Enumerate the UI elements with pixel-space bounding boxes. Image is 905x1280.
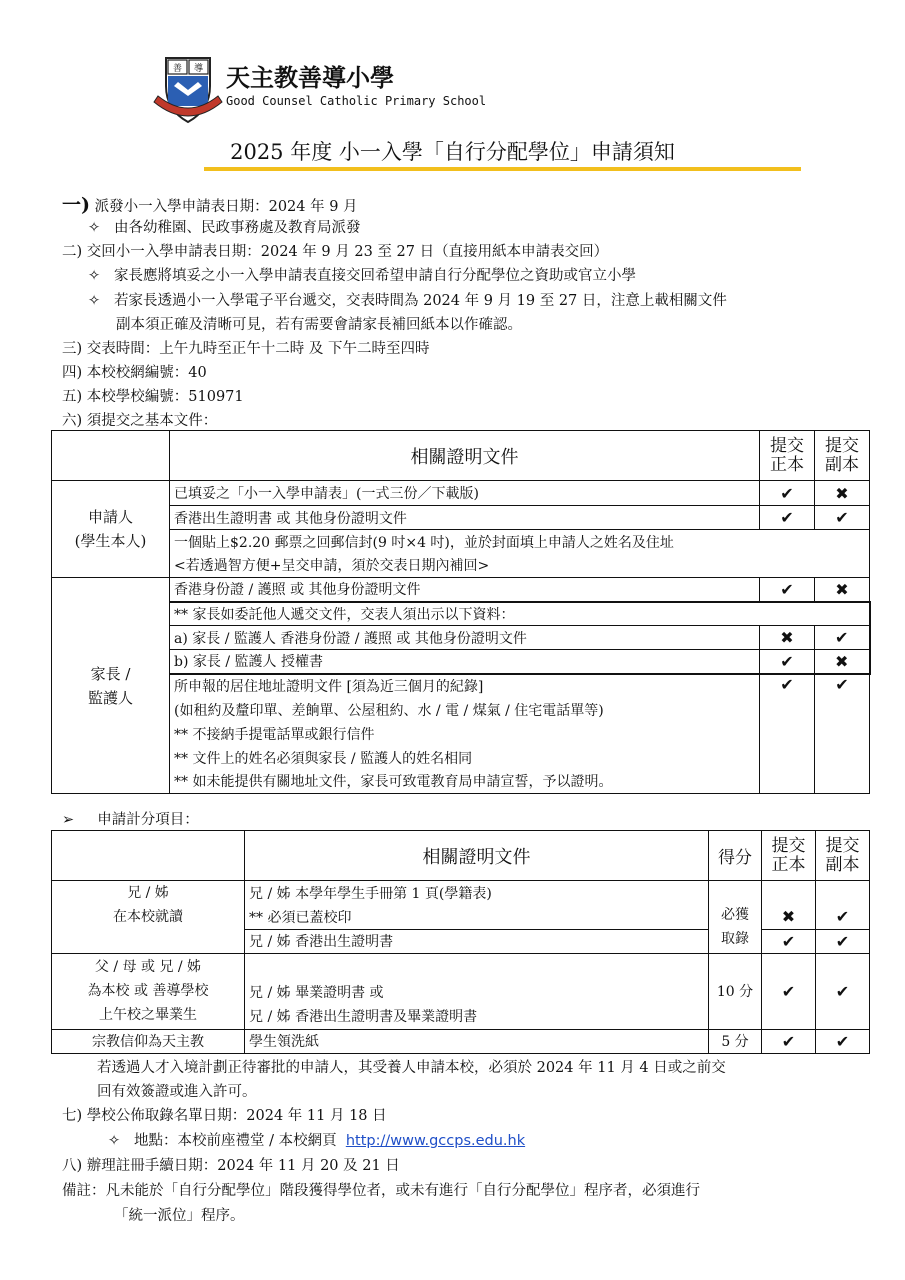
points-table (51, 830, 870, 1054)
alumni-label: 父 / 母 或 兄 / 姊 為本校 或 善導學校 上午校之畢業生 (52, 953, 245, 1029)
doc-cell: 一個貼上$2.20 郵票之回郵信封(9 吋×4 吋)，並於封面填上申請人之姓名及住址 (170, 530, 870, 554)
section-8 (62, 1154, 400, 1175)
table-row (52, 953, 870, 1029)
section-6-text: 須提交之基本文件： (86, 413, 218, 429)
table-row (52, 746, 870, 770)
header-copy: 提交 副本 (816, 831, 870, 881)
table-row (52, 770, 870, 794)
score-cell: 5 分 (709, 1029, 762, 1053)
doc-cell: <若透過智方便+呈交申請，須於交表日期內補回> (170, 554, 870, 578)
doc-cell: 學生領洗紙 (245, 1029, 709, 1053)
section-3-text: 交表時間：上午九時至正午十二時 及 下午二時至四時 (86, 341, 430, 357)
section-6 (62, 409, 217, 430)
doc-cell: a) 家長 / 監護人 香港身份證 / 護照 或 其他身份證明文件 (170, 626, 760, 650)
table-row (52, 578, 870, 602)
original-mark: ✔ (760, 650, 815, 674)
parent-label: 家長 / 監護人 (52, 578, 170, 794)
doc-cell: ** 家長如委託他人遞交文件，交表人須出示以下資料： (170, 602, 870, 626)
remark-cont: 「統一派位」程序。 (114, 1208, 245, 1224)
table-row (52, 674, 870, 698)
section-5-text: 本校學校編號：510971 (86, 389, 244, 405)
doc-cell: ** 不接納手提電話單或銀行信件 (170, 722, 760, 746)
copy-mark: ✔ (816, 1029, 870, 1053)
bullet-text: 若家長透過小一入學電子平台遞交，交表時間為 2024 年 9 月 19 至 27 日，注意上載相關文件 (113, 293, 727, 309)
original-mark: ✔ (760, 674, 815, 794)
sibling-label: 兄 / 姊 在本校就讀 (52, 881, 245, 930)
section-7-number: 七) (62, 1108, 83, 1124)
points-heading-text: 申請計分項目： (97, 812, 199, 828)
doc-cell: 香港出生證明書 或 其他身份證明文件 (170, 506, 760, 530)
table-row (52, 602, 870, 626)
copy-mark: ✖ (815, 481, 870, 506)
doc-cell: b) 家長 / 監護人 授權書 (170, 650, 760, 674)
school-logo (152, 52, 224, 126)
bullet-text: 由各幼稚園、民政事務處及教育局派發 (113, 220, 361, 236)
section-2-bullet-1 (88, 264, 636, 285)
original-mark: ✔ (760, 506, 815, 530)
section-1-number: 一) (62, 194, 90, 216)
doc-cell: (如租約及釐印單、差餉單、公屋租約、水 / 電 / 煤氣 / 住宅電話單等) (170, 698, 760, 722)
basic-documents-table (51, 430, 871, 794)
copy-mark: ✔ (815, 674, 870, 794)
diamond-bullet-icon: ✧ (108, 1133, 121, 1149)
header-blank (52, 831, 245, 881)
doc-cell: 兄 / 姊 香港出生證明書 (245, 929, 709, 953)
section-2-number: 二) (62, 244, 83, 260)
section-8-text: 辦理註冊手續日期：2024 年 11 月 20 及 21 日 (86, 1158, 400, 1174)
table-row (52, 554, 870, 578)
copy-mark: ✖ (815, 650, 870, 674)
section-2-bullet-2 (88, 289, 727, 310)
original-mark: ✔ (762, 953, 816, 1029)
original-mark: ✔ (762, 929, 816, 953)
header-original: 提交 正本 (760, 431, 815, 481)
original-mark: ✔ (760, 578, 815, 602)
section-8-number: 八) (62, 1158, 83, 1174)
section-3 (62, 337, 430, 358)
score-cell: 10 分 (709, 953, 762, 1029)
section-2-text: 交回小一入學申請表日期：2024 年 9 月 23 至 27 日（直接用紙本申請表交回） (86, 244, 609, 260)
doc-cell: ** 如未能提供有關地址文件，家長可致電教育局申請宣誓，予以證明。 (170, 770, 760, 794)
section-1-text: 派發小一入學申請表日期：2024 年 9 月 (94, 199, 358, 215)
section-3-number: 三) (62, 341, 83, 357)
copy-mark: ✔ (815, 626, 870, 650)
diamond-bullet-icon: ✧ (88, 268, 101, 284)
doc-cell: ** 文件上的姓名必須與家長 / 監護人的姓名相同 (170, 746, 760, 770)
original-mark: ✖ (760, 626, 815, 650)
header-copy: 提交 副本 (815, 431, 870, 481)
applicant-label: 申請人 (學生本人) (52, 481, 170, 578)
document-title: 2025 年度 小一入學「自行分配學位」申請須知 (230, 140, 675, 164)
religion-label: 宗教信仰為天主教 (52, 1029, 245, 1053)
school-website-link[interactable]: http://www.gccps.edu.hk (345, 1133, 526, 1149)
header-original: 提交 正本 (762, 831, 816, 881)
copy-mark: ✖ (815, 578, 870, 602)
table-header-row (52, 431, 870, 481)
header-docs: 相關證明文件 (245, 831, 709, 881)
header-blank (52, 431, 170, 481)
school-name: 天主教善導小學 (226, 64, 394, 92)
section-2 (62, 240, 608, 261)
section-5 (62, 385, 244, 406)
section-4-text: 本校校網編號：40 (86, 365, 207, 381)
diamond-bullet-icon: ✧ (88, 220, 101, 236)
doc-cell: 已填妥之「小一入學申請表」(一式三份／下載版) (170, 481, 760, 506)
bullet-text: 地點：本校前座禮堂 / 本校網頁 (133, 1133, 337, 1149)
copy-mark: ✔ (816, 953, 870, 1029)
section-1 (62, 190, 358, 217)
section-4-number: 四) (62, 365, 83, 381)
note-talent-scheme-cont: 回有效簽證或進入許可。 (97, 1084, 257, 1100)
doc-cell: 兄 / 姊 本學年學生手冊第 1 頁(學籍表) (245, 881, 709, 905)
section-4 (62, 361, 207, 382)
note-talent-scheme: 若透過人才入境計劃正待審批的申請人，其受養人申請本校，必須於 2024 年 11 月 4 日或之前交 (97, 1060, 726, 1076)
copy-mark: ✔ (815, 506, 870, 530)
section-6-number: 六) (62, 413, 83, 429)
section-2-bullet-2-cont: 副本須正確及清晰可見，若有需要會請家長補回紙本以作確認。 (116, 317, 522, 333)
section-7-text: 學校公佈取錄名單日期：2024 年 11 月 18 日 (86, 1108, 387, 1124)
arrow-bullet-icon: ➢ (62, 812, 75, 828)
section-7 (62, 1104, 387, 1125)
copy-mark: ✔ (816, 929, 870, 953)
table-row (52, 650, 870, 674)
table-row (52, 881, 870, 905)
section-5-number: 五) (62, 389, 83, 405)
doc-cell: 所申報的居住地址證明文件 [須為近三個月的紀錄] (170, 674, 760, 698)
sibling-label-cont (52, 929, 245, 953)
table-header-row (52, 831, 870, 881)
doc-cell: 香港身份證 / 護照 或 其他身份證明文件 (170, 578, 760, 602)
svg-text:善: 善 (172, 64, 183, 74)
remark: 備註：凡未能於「自行分配學位」階段獲得學位者，或未有進行「自行分配學位」程序者，必須進行 (62, 1183, 700, 1199)
table-row (52, 1029, 870, 1053)
original-mark: ✔ (760, 481, 815, 506)
original-mark: ✖ (762, 881, 816, 930)
school-name-english: Good Counsel Catholic Primary School (226, 94, 487, 108)
section-7-bullet (108, 1129, 525, 1150)
section-1-bullet (88, 216, 360, 237)
doc-cell: ** 必須已蓋校印 (245, 905, 709, 929)
table-row (52, 530, 870, 554)
diamond-bullet-icon: ✧ (88, 293, 101, 309)
table-row (52, 626, 870, 650)
table-row (52, 722, 870, 746)
original-mark: ✔ (762, 1029, 816, 1053)
header-score: 得分 (709, 831, 762, 881)
copy-mark: ✔ (816, 881, 870, 930)
table-row (52, 506, 870, 530)
sibling-score: 必獲 取錄 (709, 881, 762, 954)
table-row (52, 698, 870, 722)
table-row (52, 481, 870, 506)
svg-text:導: 導 (193, 64, 204, 74)
doc-cell: 兄 / 姊 畢業證明書 或 兄 / 姊 香港出生證明書及畢業證明書 (245, 953, 709, 1029)
points-heading (62, 808, 199, 829)
title-underline (204, 167, 801, 171)
header-docs: 相關證明文件 (170, 431, 760, 481)
bullet-text: 家長應將填妥之小一入學申請表直接交回希望申請自行分配學位之資助或官立小學 (113, 268, 636, 284)
